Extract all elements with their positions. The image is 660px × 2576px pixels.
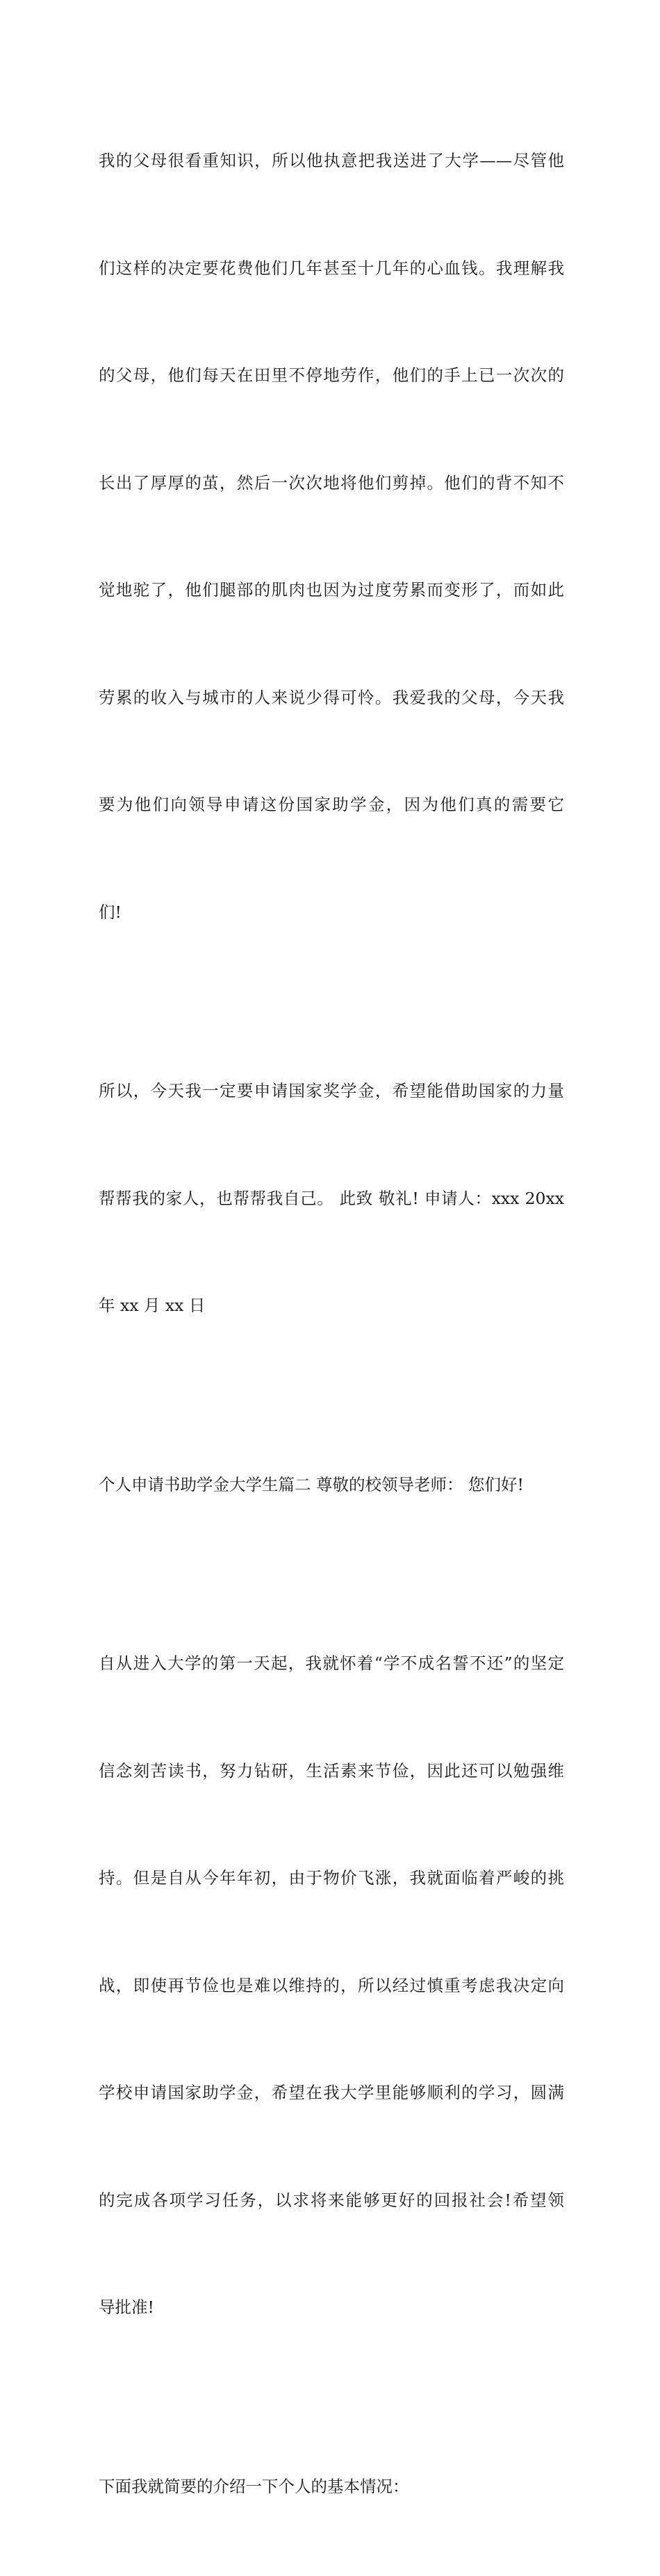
paragraph-section-heading (99, 1396, 564, 1575)
text-line: 们! (99, 895, 564, 931)
text-line: 长出了厚厚的茧，然后一次次地将他们剪掉。他们的背不知不 (99, 465, 564, 502)
text-line: 持。但是自从今年年初，由于物价飞涨，我就面临着严峻的挑 (99, 1860, 564, 1897)
document-body (99, 72, 564, 2576)
text-line: 下面我就简要的介绍一下个人的基本情况： (99, 2469, 564, 2505)
text-line: 学校申请国家助学金，希望在我大学里能够顺利的学习，圆满 (99, 2075, 564, 2111)
text-line: 战，即使再节俭也是难以维持的，所以经过慎重考虑我决定向 (99, 1968, 564, 2004)
text-line: 年 xx 月 xx 日 (99, 1288, 564, 1324)
text-line: 自从进入大学的第一天起，我就怀着“学不成名誓不还”的坚定 (99, 1646, 564, 1682)
text-line: 的完成各项学习任务，以求将来能够更好的回报社会!希望领 (99, 2183, 564, 2219)
text-line: 的父母，他们每天在田里不停地劳作，他们的手上已一次次的 (99, 358, 564, 394)
text-line: 帮帮我的家人，也帮帮我自己。 此致 敬礼! 申请人：xxx 20xx (99, 1181, 564, 1217)
text-line: 劳累的收入与城市的人来说少得可怜。我爱我的父母，今天我 (99, 680, 564, 716)
text-line: 我的父母很看重知识，所以他执意把我送进了大学——尽管他 (99, 143, 564, 179)
paragraph-intro (99, 2397, 564, 2576)
text-line: 要为他们向领导申请这份国家助学金，因为他们真的需要它 (99, 787, 564, 823)
paragraph-parents (99, 72, 564, 1002)
text-line: 信念刻苦读书，努力钻研，生活素来节俭，因此还可以勉强维 (99, 1753, 564, 1790)
text-line: 导批准! (99, 2290, 564, 2326)
paragraph-closing (99, 1002, 564, 1396)
paragraph-application (99, 1574, 564, 2397)
text-line: 觉地驼了，他们腿部的肌肉也因为过度劳累而变形了，而如此 (99, 572, 564, 609)
text-line: 们这样的决定要花费他们几年甚至十几年的心血钱。我理解我 (99, 251, 564, 287)
document-page (0, 0, 660, 854)
text-line: 所以，今天我一定要申请国家奖学金，希望能借助国家的力量 (99, 1073, 564, 1109)
section-heading: 个人申请书助学金大学生篇二 尊敬的校领导老师： 您们好! (99, 1467, 564, 1503)
